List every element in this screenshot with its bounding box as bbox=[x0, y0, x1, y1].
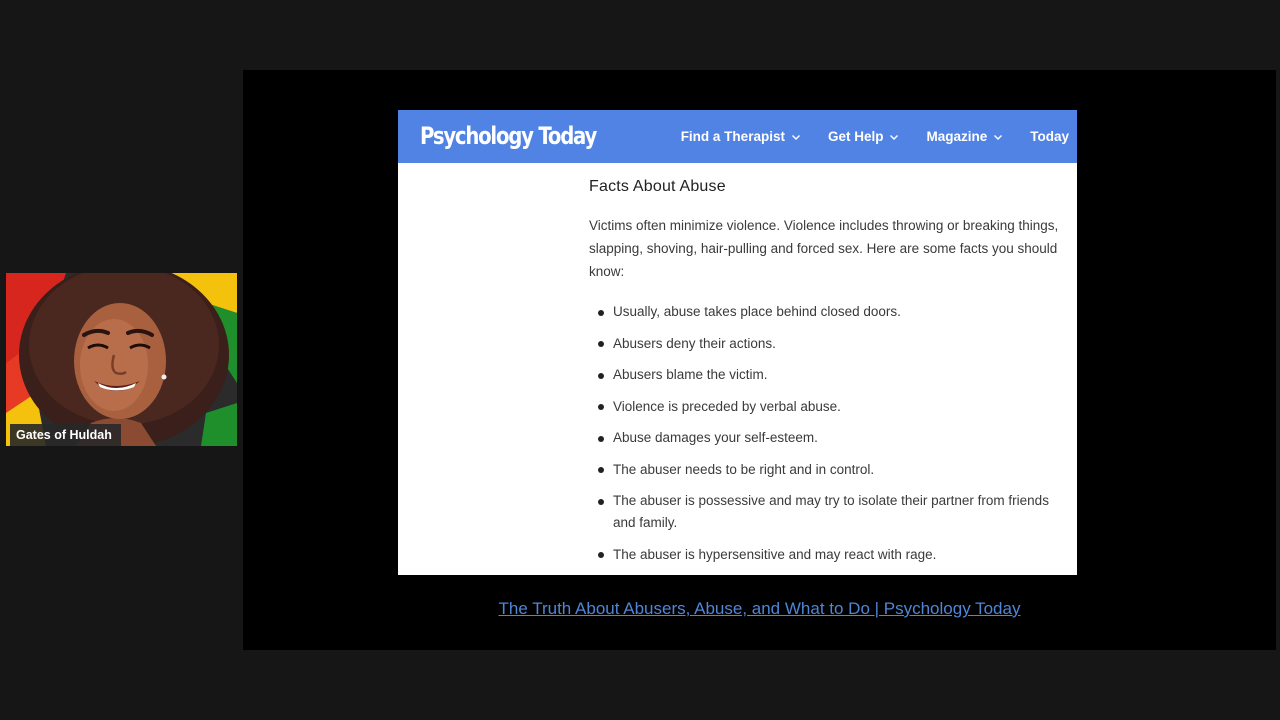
chevron-down-icon bbox=[889, 132, 899, 142]
list-item-text: Usually, abuse takes place behind closed doors. bbox=[613, 304, 901, 319]
participant-name-tag bbox=[6, 424, 121, 446]
slide-screenshot bbox=[398, 110, 1077, 575]
list-item bbox=[589, 459, 1069, 481]
list-item bbox=[589, 490, 1069, 534]
shared-screen bbox=[243, 70, 1276, 650]
list-item bbox=[589, 396, 1069, 418]
participant-name: Gates of Huldah bbox=[16, 428, 112, 442]
bullet-icon bbox=[598, 373, 604, 379]
article-body bbox=[589, 163, 1069, 575]
article-intro: Victims often minimize violence. Violence includes throwing or breaking things, slapping, shoving, hair-pulling and forced sex. Here are some facts you should know: bbox=[589, 218, 1059, 279]
list-item bbox=[589, 364, 1069, 386]
nav-item-label: Get Help bbox=[827, 129, 884, 144]
list-item-text: Violence is preceded by verbal abuse. bbox=[613, 398, 841, 414]
bullet-icon bbox=[598, 499, 604, 505]
chevron-down-icon bbox=[791, 132, 801, 142]
list-item bbox=[589, 333, 1069, 355]
nav-item-find-a-therapist[interactable] bbox=[681, 129, 801, 144]
participant-video-tile[interactable] bbox=[6, 273, 237, 446]
nav-item-magazine[interactable] bbox=[926, 129, 1003, 144]
bullet-icon bbox=[598, 341, 604, 347]
list-item-text: Abusers blame the victim. bbox=[613, 367, 768, 382]
source-link[interactable]: The Truth About Abusers, Abuse, and What to Do | Psychology Today bbox=[498, 599, 1021, 618]
avatar-illustration bbox=[6, 273, 237, 446]
nav-item-label: Magazine bbox=[926, 129, 988, 144]
site-nav bbox=[654, 110, 1077, 163]
nav-item-label: Today bbox=[1030, 129, 1069, 144]
article-heading: Facts About Abuse bbox=[589, 178, 726, 195]
nav-item-get-help[interactable] bbox=[828, 129, 900, 144]
bullet-icon bbox=[598, 552, 604, 558]
bullet-icon bbox=[598, 404, 604, 410]
bullet-icon bbox=[598, 467, 604, 473]
site-header bbox=[398, 110, 1077, 163]
list-item-text: The abuser is hypersensitive and may react with rage. bbox=[613, 546, 937, 562]
site-logo[interactable]: Psychology Today bbox=[420, 122, 597, 150]
bullet-icon bbox=[598, 310, 604, 316]
bullet-icon bbox=[598, 436, 604, 442]
list-item-text: Abusers deny their actions. bbox=[613, 335, 776, 351]
nav-item-label: Find a Therapist bbox=[680, 129, 785, 144]
list-item-text: Abuse damages your self-esteem. bbox=[613, 430, 818, 445]
list-item bbox=[589, 301, 1069, 323]
list-item-text: The abuser needs to be right and in control. bbox=[613, 461, 875, 477]
source-link-container bbox=[243, 599, 1276, 619]
list-item bbox=[589, 544, 1069, 566]
nav-item-today[interactable] bbox=[1030, 129, 1069, 144]
facts-list bbox=[589, 301, 1069, 566]
list-item bbox=[589, 427, 1069, 449]
list-item-text: The abuser is possessive and may try to isolate their partner from friends and family. bbox=[613, 493, 1049, 530]
chevron-down-icon bbox=[993, 132, 1003, 142]
